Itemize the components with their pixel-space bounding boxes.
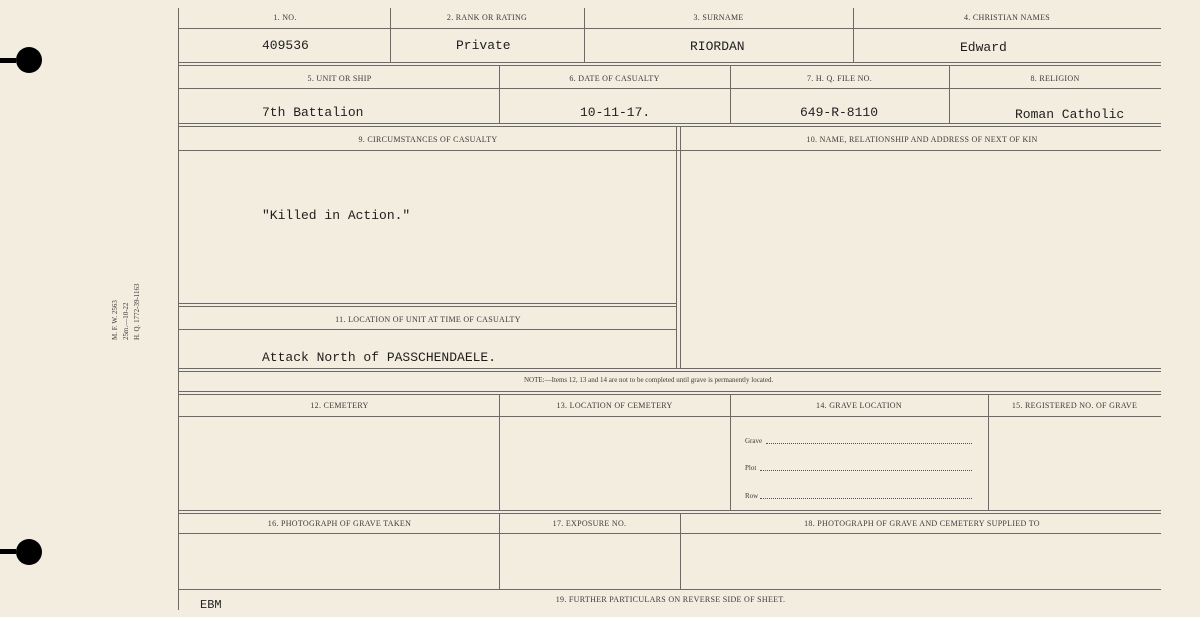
rule xyxy=(178,123,1161,127)
christian-names-header: 4. CHRISTIAN NAMES xyxy=(963,13,1051,22)
punch-hole-bottom xyxy=(16,539,42,565)
grave-location-header: 14. GRAVE LOCATION xyxy=(816,401,902,410)
rank-header: 2. RANK OR RATING xyxy=(446,13,528,22)
unit-value: 7th Battalion xyxy=(262,105,364,120)
exposure-header: 17. EXPOSURE NO. xyxy=(552,519,627,528)
note-text: NOTE:—Items 12, 13 and 14 are not to be completed until grave is permanently located. xyxy=(524,376,774,384)
side-code: H. Q. 1772-39-1163 xyxy=(133,283,141,340)
circumstances-value: "Killed in Action." xyxy=(262,208,411,223)
rule xyxy=(178,533,1161,534)
date-value: 10-11-17. xyxy=(580,105,651,120)
rule xyxy=(178,303,676,307)
rule xyxy=(178,416,1161,417)
hq-file-value: 649-R-8110 xyxy=(800,105,879,120)
rule xyxy=(178,589,1161,590)
photo-taken-header: 16. PHOTOGRAPH OF GRAVE TAKEN xyxy=(267,519,412,528)
clerk-initials: EBM xyxy=(200,598,222,612)
rule xyxy=(178,88,1161,89)
service-number: 409536 xyxy=(262,38,309,53)
plot-field-label: Plot xyxy=(745,464,757,472)
rank-value: Private xyxy=(456,38,511,53)
surname-header: 3. SURNAME xyxy=(693,13,744,22)
side-print-codes xyxy=(110,283,143,340)
grave-field-label: Grave xyxy=(745,437,763,445)
col-divider xyxy=(499,394,500,510)
punch-hole-top xyxy=(16,47,42,73)
col-divider xyxy=(730,394,731,510)
religion-value: Roman Catholic xyxy=(1015,107,1125,122)
photo-supplied-header: 18. PHOTOGRAPH OF GRAVE AND CEMETERY SUPPLIED TO xyxy=(804,519,1040,528)
next-of-kin-header: 10. NAME, RELATIONSHIP AND ADDRESS OF NEXT OF KIN xyxy=(806,135,1038,144)
hq-file-header: 7. H. Q. FILE NO. xyxy=(806,74,873,83)
circumstances-header: 9. CIRCUMSTANCES OF CASUALTY xyxy=(358,135,498,144)
col-divider xyxy=(680,127,681,368)
plot-dotted-line xyxy=(760,470,972,471)
side-code: 25m.—10-22 xyxy=(122,302,130,340)
registered-no-header: 15. REGISTERED NO. OF GRAVE xyxy=(1011,401,1138,410)
rule xyxy=(178,510,1161,514)
rule xyxy=(178,391,1161,395)
no-header: 1. NO. xyxy=(273,13,297,22)
unit-header: 5. UNIT OR SHIP xyxy=(307,74,372,83)
surname-value: RIORDAN xyxy=(690,39,745,54)
col-divider xyxy=(676,127,677,368)
rule xyxy=(178,150,1161,151)
row-dotted-line xyxy=(760,498,972,499)
cemetery-header: 12. CEMETERY xyxy=(310,401,369,410)
col-divider xyxy=(988,394,989,510)
rule xyxy=(178,329,676,330)
form-left-border xyxy=(178,8,179,610)
location-unit-value: Attack North of PASSCHENDAELE. xyxy=(262,350,497,365)
location-cemetery-header: 13. LOCATION OF CEMETERY xyxy=(556,401,673,410)
punch-hole-stub xyxy=(0,58,16,63)
further-particulars-footer: 19. FURTHER PARTICULARS ON REVERSE SIDE OF SHEET. xyxy=(555,595,786,604)
rule xyxy=(178,368,1161,372)
side-code: M. F. W. 2563 xyxy=(111,300,119,340)
punch-hole-stub xyxy=(0,549,16,554)
rule xyxy=(178,62,1161,66)
religion-header: 8. RELIGION xyxy=(1030,74,1080,83)
row-field-label: Row xyxy=(745,492,759,500)
rule xyxy=(178,28,1161,29)
christian-names-value: Edward xyxy=(960,40,1007,55)
date-header: 6. DATE OF CASUALTY xyxy=(569,74,660,83)
location-unit-header: 11. LOCATION OF UNIT AT TIME OF CASUALTY xyxy=(335,315,521,324)
grave-dotted-line xyxy=(766,443,972,444)
